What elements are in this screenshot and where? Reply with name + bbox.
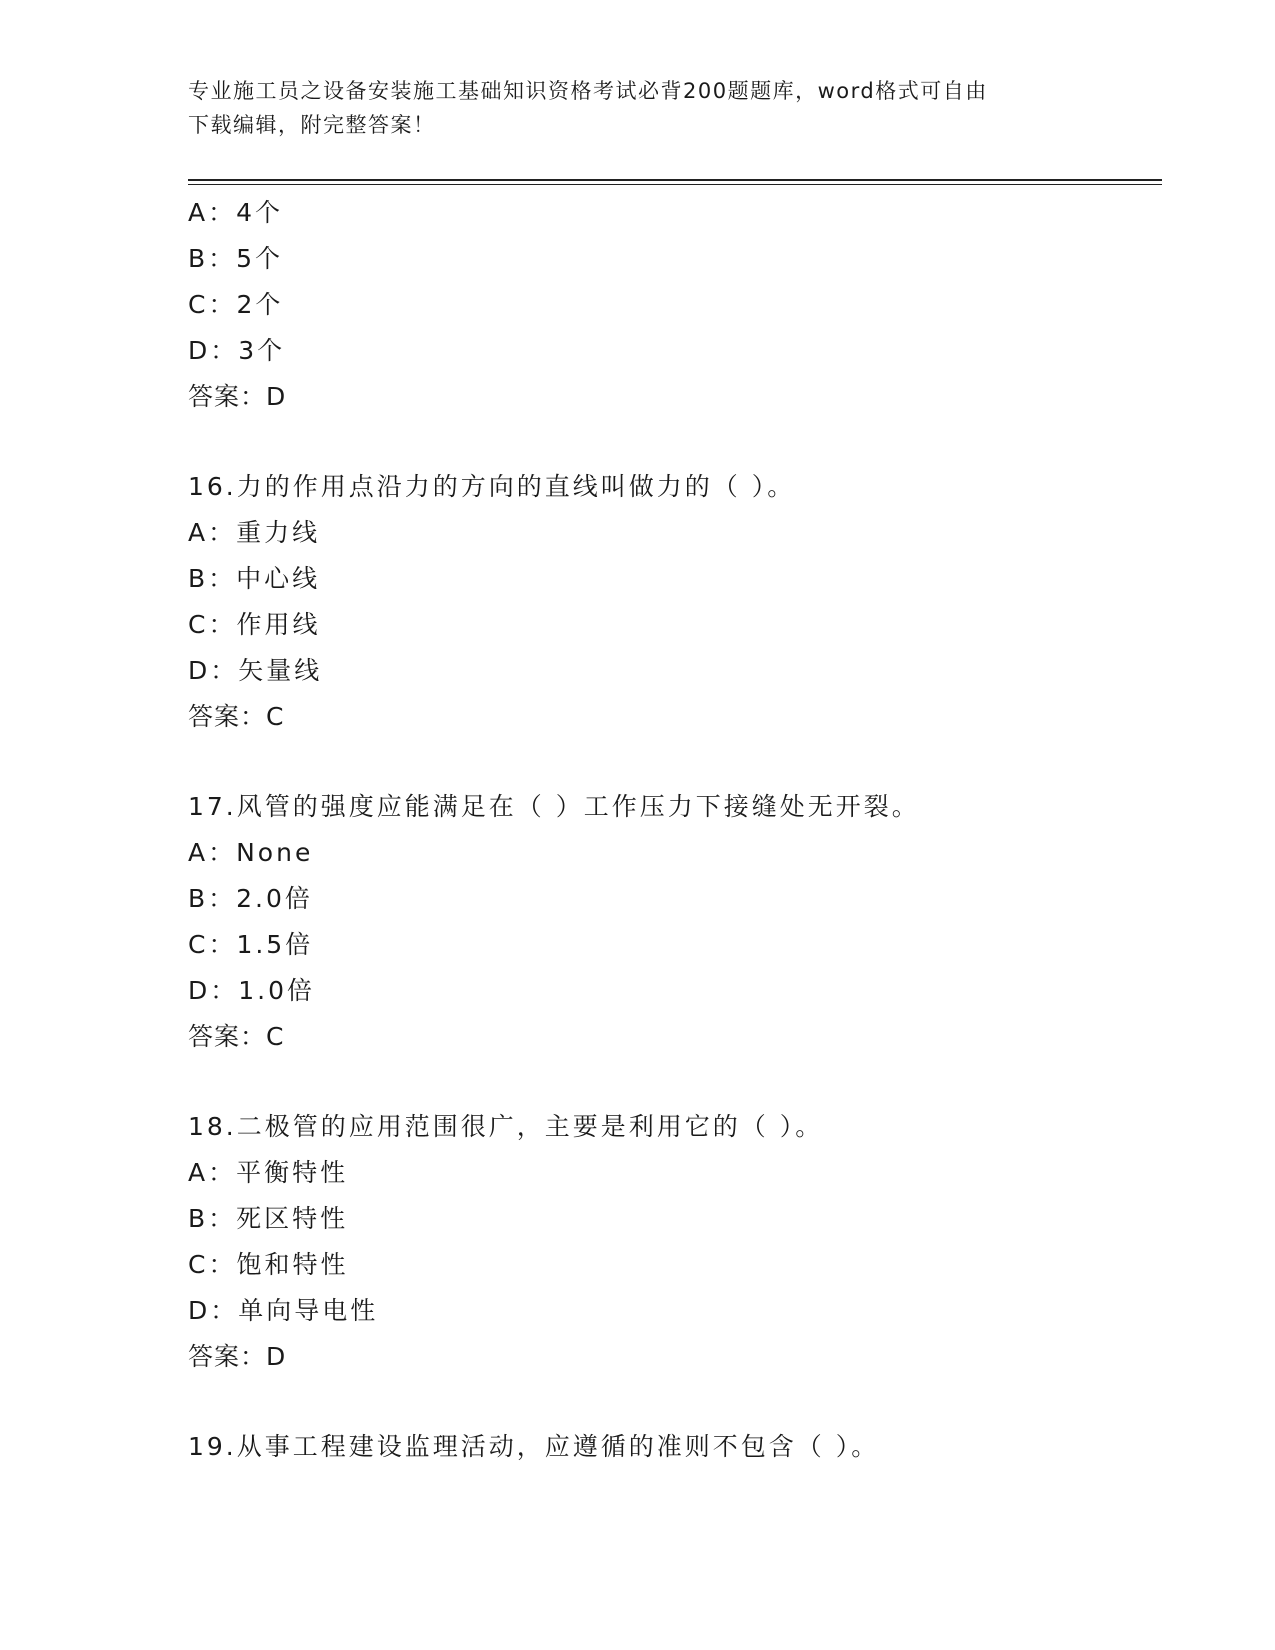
question-18: [188, 1104, 1162, 1380]
header-divider-thin: [188, 184, 1162, 185]
question-19: [188, 1424, 1162, 1470]
option-d: D：1.0倍: [188, 976, 316, 1005]
option-d: D：3个: [188, 336, 286, 365]
answer-line: 答案：D: [188, 1342, 287, 1371]
header-divider-thick: [188, 179, 1162, 181]
option-b: B：死区特性: [188, 1204, 349, 1233]
question-17: [188, 784, 1162, 1060]
answer-line: 答案：C: [188, 1022, 285, 1051]
option-a: A：None: [188, 838, 314, 867]
question-stem: 16.力的作用点沿力的方向的直线叫做力的（ ）。: [188, 472, 796, 501]
answer-line: 答案：D: [188, 382, 287, 411]
question-stem: 18.二极管的应用范围很广，主要是利用它的（ ）。: [188, 1112, 824, 1141]
page-header: [188, 74, 1068, 142]
carryover-question: [188, 190, 1162, 420]
option-a: A：平衡特性: [188, 1158, 349, 1187]
document-body: [188, 190, 1162, 1470]
option-d: D：矢量线: [188, 656, 323, 685]
option-d: D：单向导电性: [188, 1296, 379, 1325]
option-b: B：5个: [188, 244, 284, 273]
option-c: C：2个: [188, 290, 284, 319]
answer-line: 答案：C: [188, 702, 285, 731]
option-c: C：1.5倍: [188, 930, 314, 959]
option-a: A：重力线: [188, 518, 321, 547]
question-stem: 17.风管的强度应能满足在（ ）工作压力下接缝处无开裂。: [188, 792, 920, 821]
option-c: C：作用线: [188, 610, 321, 639]
question-stem: 19.从事工程建设监理活动，应遵循的准则不包含（ ）。: [188, 1432, 880, 1461]
option-b: B：2.0倍: [188, 884, 313, 913]
option-c: C：饱和特性: [188, 1250, 349, 1279]
option-b: B：中心线: [188, 564, 321, 593]
header-title-line-1: 专业施工员之设备安装施工基础知识资格考试必背200题题库，word格式可自由: [188, 79, 988, 103]
question-16: [188, 464, 1162, 740]
header-title-line-2: 下载编辑，附完整答案！: [188, 113, 436, 137]
option-a: A：4个: [188, 198, 284, 227]
